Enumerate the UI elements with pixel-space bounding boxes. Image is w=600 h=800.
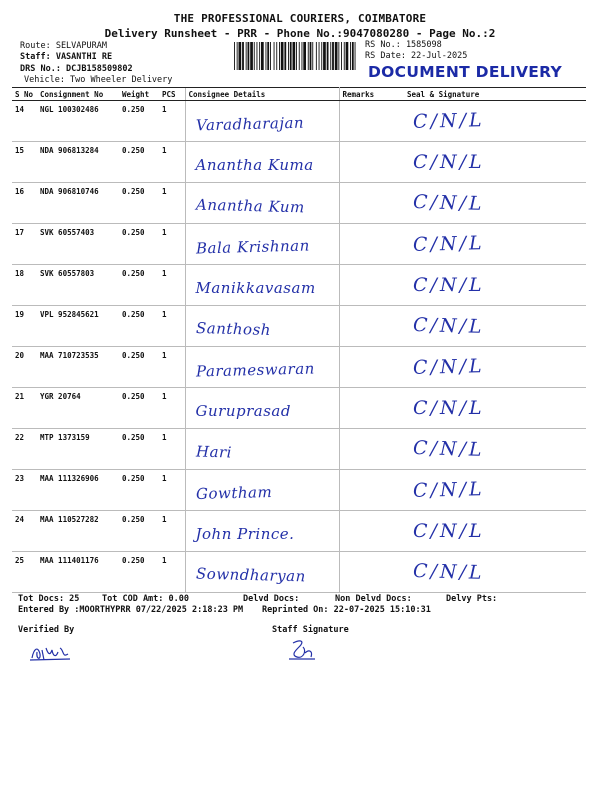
- table-row: [12, 183, 586, 224]
- row-remarks: [339, 306, 381, 347]
- row-consignment-no: VPL 952845621: [37, 306, 119, 347]
- row-seal-signature: [381, 224, 586, 265]
- delivered-docs: Delvd Docs:: [243, 594, 300, 604]
- row-consignee: [185, 265, 339, 306]
- col-weight: Weight: [119, 88, 159, 101]
- row-sno: 22: [12, 429, 37, 470]
- handwritten-cnl-mark: C/N/L: [412, 232, 485, 256]
- row-seal-signature: [381, 470, 586, 511]
- row-seal-signature: [381, 142, 586, 183]
- staff-label: Staff: VASANTHI RE: [20, 52, 113, 62]
- barcode-bar: [344, 42, 345, 70]
- row-consignee: [185, 101, 339, 142]
- col-pcs: PCS: [159, 88, 185, 101]
- barcode-bar: [290, 42, 292, 70]
- col-remarks: Remarks: [339, 88, 381, 101]
- barcode-bar: [261, 42, 264, 70]
- row-consignment-no: SVK 60557403: [37, 224, 119, 265]
- barcode-bar: [279, 42, 280, 70]
- handwritten-cnl-mark: C/N/L: [412, 560, 485, 584]
- barcode-image: [234, 42, 356, 70]
- row-pcs: 1: [159, 388, 185, 429]
- barcode-bar: [266, 42, 267, 70]
- staff-signature-label: Staff Signature: [272, 625, 349, 635]
- barcode-bar: [355, 42, 356, 70]
- table-row: [12, 388, 586, 429]
- row-pcs: 1: [159, 265, 185, 306]
- handwritten-cnl-mark: C/N/L: [412, 355, 485, 379]
- row-weight: 0.250: [119, 511, 159, 552]
- barcode-bar: [248, 42, 250, 70]
- rs-number: RS No.: 1585098: [365, 40, 442, 50]
- barcode-bar: [296, 42, 297, 70]
- vehicle-label: Vehicle: Two Wheeler Delivery: [24, 75, 173, 85]
- row-seal-signature: [381, 388, 586, 429]
- barcode-bar: [310, 42, 312, 70]
- runsheet-table: [12, 87, 586, 593]
- col-consignee: Consignee Details: [185, 88, 339, 101]
- drs-number: DRS No.: DCJB158509802: [20, 64, 133, 74]
- runsheet-title: Delivery Runsheet - PRR - Phone No.:9047080280 - Page No.:2: [104, 27, 496, 40]
- row-sno: 14: [12, 101, 37, 142]
- barcode-bar: [319, 42, 320, 70]
- row-remarks: [339, 224, 381, 265]
- row-pcs: 1: [159, 142, 185, 183]
- handwritten-cnl-mark: C/N/L: [412, 314, 485, 338]
- barcode-bar: [303, 42, 306, 70]
- row-sno: 24: [12, 511, 37, 552]
- row-consignment-no: NDA 906810746: [37, 183, 119, 224]
- row-consignment-no: MAA 110527282: [37, 511, 119, 552]
- company-title: THE PROFESSIONAL COURIERS, COIMBATORE: [173, 12, 427, 25]
- barcode-bar: [330, 42, 331, 70]
- barcode-bar: [239, 42, 242, 70]
- table-row: [12, 511, 586, 552]
- barcode-bar: [341, 42, 342, 70]
- verified-by-label: Verified By: [18, 625, 75, 635]
- barcode-bar: [302, 42, 303, 70]
- barcode-bar: [284, 42, 286, 70]
- barcode-bar: [335, 42, 338, 70]
- handwritten-cnl-mark: C/N/L: [413, 397, 485, 419]
- handwritten-cnl-mark: C/N/L: [412, 437, 485, 461]
- row-sno: 15: [12, 142, 37, 183]
- row-remarks: [339, 142, 381, 183]
- table-row: [12, 142, 586, 183]
- barcode-bar: [308, 42, 309, 70]
- row-consignee: [185, 347, 339, 388]
- row-remarks: [339, 101, 381, 142]
- row-remarks: [339, 265, 381, 306]
- barcode-bar: [276, 42, 277, 70]
- handwritten-consignee-name: Parameswaran: [195, 359, 315, 381]
- reprinted-on: Reprinted On: 22-07-2025 15:10:31: [262, 605, 431, 615]
- handwritten-consignee-name: Anantha Kuma: [195, 156, 314, 174]
- row-remarks: [339, 347, 381, 388]
- rs-date: RS Date: 22-Jul-2025: [365, 51, 468, 61]
- handwritten-cnl-mark: C/N/L: [413, 520, 485, 542]
- barcode-bar: [323, 42, 326, 70]
- table-row: [12, 347, 586, 388]
- row-consignee: [185, 306, 339, 347]
- row-sno: 20: [12, 347, 37, 388]
- handwritten-consignee-name: Gowtham: [195, 483, 272, 503]
- barcode-bar: [281, 42, 284, 70]
- verified-by-signature: [28, 640, 74, 664]
- row-sno: 23: [12, 470, 37, 511]
- barcode-bar: [299, 42, 300, 70]
- barcode-bar: [316, 42, 317, 70]
- barcode-bar: [250, 42, 253, 70]
- barcode-bar: [254, 42, 255, 70]
- row-pcs: 1: [159, 101, 185, 142]
- row-weight: 0.250: [119, 552, 159, 593]
- rs-info: [365, 40, 467, 62]
- handwritten-consignee-name: Santhosh: [195, 319, 271, 339]
- row-seal-signature: [381, 265, 586, 306]
- row-seal-signature: [381, 511, 586, 552]
- handwritten-cnl-mark: C/N/L: [413, 274, 485, 296]
- barcode-bar: [267, 42, 269, 70]
- row-sno: 25: [12, 552, 37, 593]
- row-weight: 0.250: [119, 470, 159, 511]
- row-remarks: [339, 429, 381, 470]
- row-consignee: [185, 224, 339, 265]
- row-sno: 21: [12, 388, 37, 429]
- barcode-bar: [288, 42, 289, 70]
- row-consignee: [185, 470, 339, 511]
- row-remarks: [339, 511, 381, 552]
- barcode-bar: [270, 42, 271, 70]
- barcode-bar: [312, 42, 313, 70]
- table-row: [12, 101, 586, 142]
- row-consignee: [185, 429, 339, 470]
- handwritten-consignee-name: Varadharajan: [195, 113, 304, 135]
- row-seal-signature: [381, 101, 586, 142]
- row-consignment-no: NDA 906813284: [37, 142, 119, 183]
- row-weight: 0.250: [119, 224, 159, 265]
- row-remarks: [339, 183, 381, 224]
- barcode-bar: [338, 42, 339, 70]
- row-remarks: [339, 388, 381, 429]
- barcode-bar: [259, 42, 260, 70]
- col-consignment: Consignment No: [37, 88, 119, 101]
- handwritten-cnl-mark: C/N/L: [412, 109, 485, 133]
- route-label: Route: SELVAPURAM: [20, 41, 107, 51]
- row-consignee: [185, 552, 339, 593]
- row-pcs: 1: [159, 347, 185, 388]
- row-consignment-no: MTP 1373159: [37, 429, 119, 470]
- handwritten-cnl-mark: C/N/L: [412, 478, 485, 502]
- row-weight: 0.250: [119, 265, 159, 306]
- barcode-bar: [234, 42, 235, 70]
- row-sno: 17: [12, 224, 37, 265]
- handwritten-consignee-name: Bala Krishnan: [195, 236, 310, 258]
- row-seal-signature: [381, 183, 586, 224]
- row-pcs: 1: [159, 552, 185, 593]
- barcode-bar: [327, 42, 329, 70]
- handwritten-cnl-mark: C/N/L: [412, 191, 485, 215]
- row-pcs: 1: [159, 511, 185, 552]
- col-sno: S No: [12, 88, 37, 101]
- row-consignee: [185, 142, 339, 183]
- non-delivered-docs: Non Delvd Docs:: [335, 594, 412, 604]
- row-consignee: [185, 388, 339, 429]
- row-consignee: [185, 183, 339, 224]
- row-pcs: 1: [159, 224, 185, 265]
- barcode-bar: [332, 42, 334, 70]
- table-header-row: [12, 88, 586, 101]
- barcode-bar: [242, 42, 244, 70]
- handwritten-consignee-name: Guruprasad: [195, 402, 291, 420]
- row-weight: 0.250: [119, 347, 159, 388]
- row-seal-signature: [381, 429, 586, 470]
- tot-cod-amount: Tot COD Amt: 0.00: [102, 594, 189, 604]
- table-row: [12, 470, 586, 511]
- handwritten-consignee-name: Anantha Kum: [195, 195, 305, 217]
- table-row: [12, 429, 586, 470]
- row-pcs: 1: [159, 306, 185, 347]
- row-weight: 0.250: [119, 429, 159, 470]
- document-delivery-stamp: DOCUMENT DELIVERY: [368, 63, 563, 81]
- barcode-bar: [237, 42, 238, 70]
- handwritten-consignee-name: Sowndharyan: [195, 564, 306, 586]
- barcode-bar: [246, 42, 247, 70]
- row-weight: 0.250: [119, 183, 159, 224]
- row-weight: 0.250: [119, 101, 159, 142]
- table-row: [12, 306, 586, 347]
- row-weight: 0.250: [119, 306, 159, 347]
- table-row: [12, 552, 586, 593]
- barcode-bar: [257, 42, 258, 70]
- handwritten-consignee-name: Hari: [195, 442, 232, 462]
- row-sno: 16: [12, 183, 37, 224]
- row-pcs: 1: [159, 470, 185, 511]
- row-seal-signature: [381, 306, 586, 347]
- entered-by: Entered By :MOORTHYPRR 07/22/2025 2:18:23 PM: [18, 605, 244, 615]
- row-sno: 19: [12, 306, 37, 347]
- handwritten-consignee-name: Manikkavasam: [195, 279, 316, 297]
- row-consignment-no: SVK 60557803: [37, 265, 119, 306]
- row-weight: 0.250: [119, 142, 159, 183]
- staff-signature-mark: [285, 637, 321, 663]
- row-seal-signature: [381, 347, 586, 388]
- delivery-points: Delvy Pts:: [446, 594, 498, 604]
- row-sno: 18: [12, 265, 37, 306]
- row-remarks: [339, 552, 381, 593]
- barcode-bar: [321, 42, 322, 70]
- tot-docs: Tot Docs: 25: [18, 594, 80, 604]
- barcode-bar: [274, 42, 275, 70]
- handwritten-consignee-name: John Prince.: [195, 525, 295, 543]
- table-row: [12, 265, 586, 306]
- row-consignment-no: MAA 111326906: [37, 470, 119, 511]
- barcode-bar: [346, 42, 349, 70]
- row-remarks: [339, 470, 381, 511]
- row-seal-signature: [381, 552, 586, 593]
- col-seal: Seal & Signature: [381, 88, 586, 101]
- handwritten-cnl-mark: C/N/L: [413, 151, 485, 173]
- row-pcs: 1: [159, 429, 185, 470]
- row-weight: 0.250: [119, 388, 159, 429]
- row-consignment-no: YGR 20764: [37, 388, 119, 429]
- table-row: [12, 224, 586, 265]
- row-consignment-no: NGL 100302486: [37, 101, 119, 142]
- barcode-bar: [293, 42, 296, 70]
- row-consignment-no: MAA 111401176: [37, 552, 119, 593]
- barcode-bar: [350, 42, 351, 70]
- row-consignee: [185, 511, 339, 552]
- row-consignment-no: MAA 710723535: [37, 347, 119, 388]
- row-pcs: 1: [159, 183, 185, 224]
- barcode-bar: [352, 42, 354, 70]
